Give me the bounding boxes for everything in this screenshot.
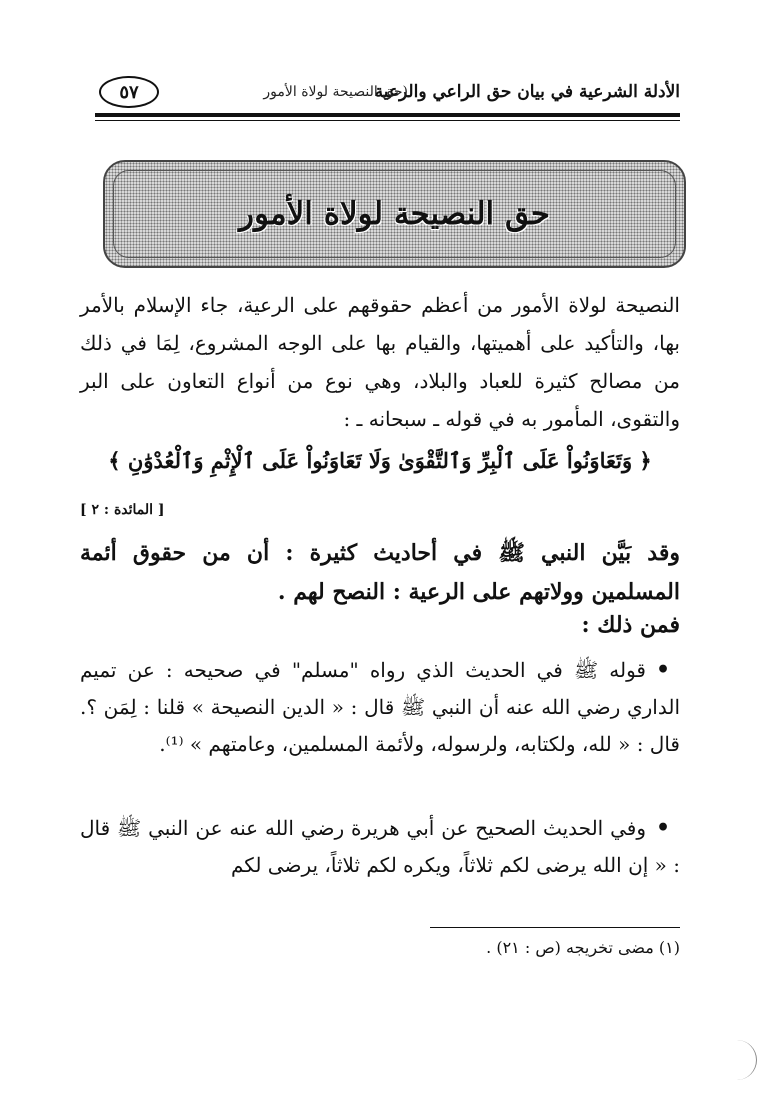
hadith-item-2 [80,810,680,884]
header-rule-thick [95,113,680,117]
chapter-banner [103,160,686,268]
from-that-heading: فمن ذلك : [581,612,680,638]
hadith-item-1 [80,652,680,763]
hadith-text-1: قوله ﷺ في الحديث الذي رواه "مسلم" في صحيحه : عن تميم الداري رضي الله عنه أن النبي ﷺ قال : « الدين النصيحة » قلنا : لِمَن ؟. قال : « لله، ولكتابه، ولرسوله، ولأئمة المسلمين، وعامتهم » ⁽¹⁾. [80,658,680,756]
page-edge-curl [730,1040,757,1080]
bullet-icon: • [655,657,671,683]
hadith-text-2: وفي الحديث الصحيح عن أبي هريرة رضي الله عنه عن النبي ﷺ قال : « إن الله يرضى لكم ثلاثاً، ويكره لكم ثلاثاً، يرضى لكم [80,816,680,877]
page-number [99,76,159,108]
chapter-banner-frame [113,170,676,258]
page-number-text: ٥٧ [119,81,139,103]
bullet-icon: • [655,815,671,841]
running-header [95,74,680,112]
verse-reference: [ المائدة : ٢ ] [80,502,165,518]
bold-paragraph: وقد بَيَّن النبي ﷺ في أحاديث كثيرة : أن من حقوق أئمة المسلمين وولاتهم على الرعية : النصح لهم . [80,540,680,605]
chapter-heading: حق النصيحة لولاة الأمور [239,196,550,232]
intro-paragraph: النصيحة لولاة الأمور من أعظم حقوقهم على الرعية، جاء الإسلام بالأمر بها، والتأكيد على أهميتها، والقيام بها على الوجه المشروع، لِمَا في ذلك من مصالح كثيرة للعباد والبلاد، وهي نوع من أنواع التعاون على البر والتقوى، المأمور به في قوله ـ سبحانه ـ : [80,293,680,431]
footnote-separator [430,927,680,928]
chapter-title: (حق النصيحة لولاة الأمور [263,84,408,100]
book-title: الأدلة الشرعية في بيان حق الراعي والرعية [374,82,680,102]
quran-verse: ﴿ وَتَعَاوَنُواْ عَلَى ٱلْبِرِّ وَٱلتَّقْوَىٰ وَلَا تَعَاوَنُواْ عَلَى ٱلْإِثْمِ وَٱلْعُدْوَٰنِ ﴾ [108,448,652,473]
footnote-1: (١) مضى تخريجه (ص : ٢١) . [486,938,680,957]
header-rule-thin [95,120,680,121]
